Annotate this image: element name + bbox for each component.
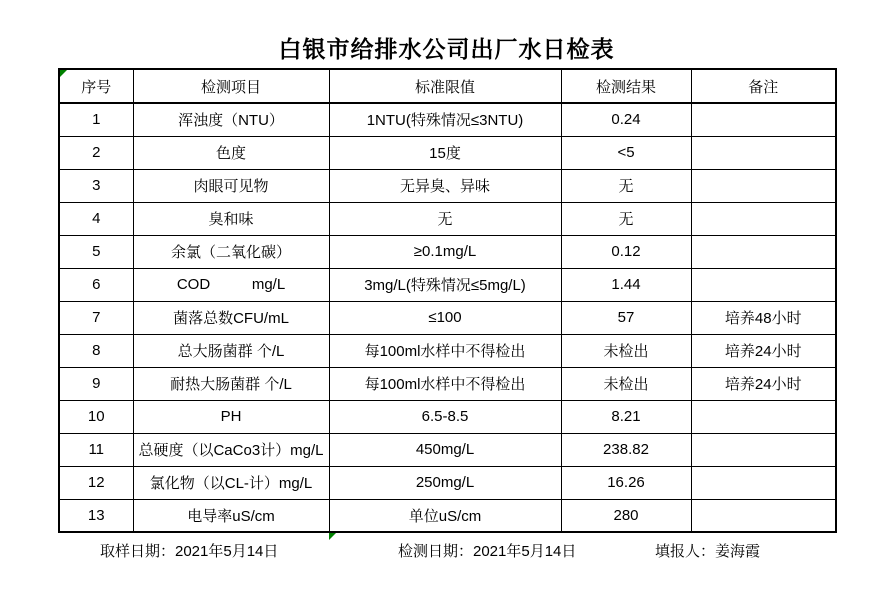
row-limit: ≤100 — [329, 301, 561, 334]
row-limit: 每100ml水样中不得检出 — [329, 334, 561, 367]
table-row — [59, 433, 836, 466]
row-note: 培养48小时 — [691, 301, 836, 334]
row-note — [691, 499, 836, 532]
testing-date: 检测日期：2021年5月14日 — [398, 543, 577, 560]
row-result: 未检出 — [561, 367, 691, 400]
row-limit: 250mg/L — [329, 466, 561, 499]
table-row — [59, 136, 836, 169]
cell-error-flag-icon — [329, 533, 336, 540]
row-limit: 无异臭、异味 — [329, 169, 561, 202]
row-item: 耐热大肠菌群 个/L — [133, 367, 329, 400]
row-limit: 450mg/L — [329, 433, 561, 466]
row-item: 臭和味 — [133, 202, 329, 235]
table-row — [59, 202, 836, 235]
row-item: 肉眼可见物 — [133, 169, 329, 202]
row-item: COD mg/L — [133, 268, 329, 301]
row-no: 13 — [59, 499, 133, 532]
footer — [0, 540, 892, 562]
row-limit: 单位uS/cm — [329, 499, 561, 532]
row-result: <5 — [561, 136, 691, 169]
row-note: 培养24小时 — [691, 367, 836, 400]
row-note — [691, 235, 836, 268]
row-no: 9 — [59, 367, 133, 400]
row-no: 8 — [59, 334, 133, 367]
row-result: 无 — [561, 169, 691, 202]
table-row — [59, 103, 836, 136]
row-result: 57 — [561, 301, 691, 334]
row-result: 0.12 — [561, 235, 691, 268]
page-title: 白银市给排水公司出厂水日检表 — [278, 36, 615, 62]
table-row — [59, 268, 836, 301]
row-limit: 无 — [329, 202, 561, 235]
row-no: 3 — [59, 169, 133, 202]
row-result: 0.24 — [561, 103, 691, 136]
row-limit: 3mg/L(特殊情况≤5mg/L) — [329, 268, 561, 301]
row-no: 2 — [59, 136, 133, 169]
row-note — [691, 103, 836, 136]
row-note — [691, 433, 836, 466]
sampling-date: 取样日期：2021年5月14日 — [100, 543, 279, 560]
header-result: 检测结果 — [561, 69, 691, 103]
row-item: 氯化物（以CL-计）mg/L — [133, 466, 329, 499]
row-limit: 15度 — [329, 136, 561, 169]
row-limit: 1NTU(特殊情况≤3NTU) — [329, 103, 561, 136]
row-limit: 每100ml水样中不得检出 — [329, 367, 561, 400]
row-item: 浑浊度（NTU） — [133, 103, 329, 136]
row-limit: 6.5-8.5 — [329, 400, 561, 433]
table-row — [59, 499, 836, 532]
row-item: 色度 — [133, 136, 329, 169]
row-item: PH — [133, 400, 329, 433]
row-result: 280 — [561, 499, 691, 532]
header-no: 序号 — [59, 69, 133, 103]
row-no: 10 — [59, 400, 133, 433]
header-item: 检测项目 — [133, 69, 329, 103]
row-no: 6 — [59, 268, 133, 301]
header-limit: 标准限值 — [329, 69, 561, 103]
table-row — [59, 169, 836, 202]
row-note — [691, 400, 836, 433]
table-row — [59, 301, 836, 334]
row-limit: ≥0.1mg/L — [329, 235, 561, 268]
row-no: 7 — [59, 301, 133, 334]
inspection-table — [58, 68, 837, 533]
row-item: 菌落总数CFU/mL — [133, 301, 329, 334]
row-item: 余氯（二氧化碳） — [133, 235, 329, 268]
header-note: 备注 — [691, 69, 836, 103]
row-note — [691, 169, 836, 202]
inspection-table-container — [58, 68, 837, 533]
row-item: 电导率uS/cm — [133, 499, 329, 532]
table-row — [59, 235, 836, 268]
row-item: 总大肠菌群 个/L — [133, 334, 329, 367]
row-result: 未检出 — [561, 334, 691, 367]
row-result: 8.21 — [561, 400, 691, 433]
row-no: 11 — [59, 433, 133, 466]
row-result: 无 — [561, 202, 691, 235]
row-note — [691, 136, 836, 169]
row-item: 总硬度（以CaCo3计）mg/L — [133, 433, 329, 466]
row-note — [691, 268, 836, 301]
table-row — [59, 334, 836, 367]
row-no: 4 — [59, 202, 133, 235]
row-no: 12 — [59, 466, 133, 499]
row-no: 5 — [59, 235, 133, 268]
header-row — [59, 69, 836, 103]
row-result: 16.26 — [561, 466, 691, 499]
row-note: 培养24小时 — [691, 334, 836, 367]
table-row — [59, 400, 836, 433]
row-note — [691, 202, 836, 235]
row-result: 238.82 — [561, 433, 691, 466]
row-no: 1 — [59, 103, 133, 136]
row-note — [691, 466, 836, 499]
table-row — [59, 466, 836, 499]
row-result: 1.44 — [561, 268, 691, 301]
reporter-name: 填报人：姜海霞 — [655, 543, 761, 560]
table-row — [59, 367, 836, 400]
